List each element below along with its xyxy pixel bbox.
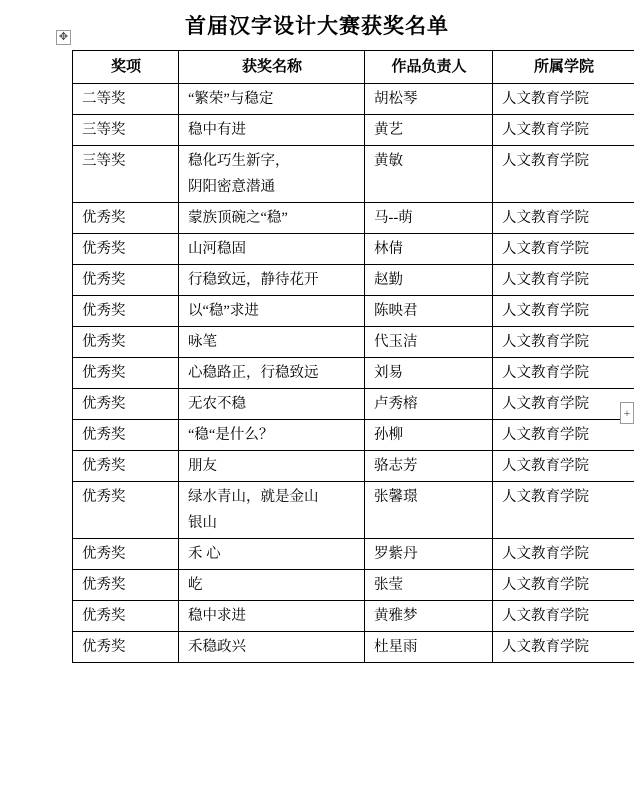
table-row: [73, 327, 634, 358]
column-header-owner: 作品负责人: [365, 51, 493, 84]
table-row: [73, 539, 634, 570]
cell-work-name-line: 禾稳政兴: [188, 639, 246, 655]
cell-work-name-line: 屹: [188, 577, 203, 593]
cell-award: 优秀奖: [73, 539, 179, 570]
cell-work-name-line: 蒙族顶碗之“稳”: [188, 210, 288, 226]
cell-award: 优秀奖: [73, 265, 179, 296]
cell-owner: 代玉洁: [365, 327, 493, 358]
cell-work-name-line: 稳中有进: [188, 122, 246, 138]
cell-work-name-line: 以“稳”求进: [188, 303, 259, 319]
table-row: [73, 358, 634, 389]
cell-owner: 张馨璟: [365, 482, 493, 539]
table-row: [73, 632, 634, 663]
cell-work-name-line: 咏笔: [188, 334, 217, 350]
table-row: [73, 265, 634, 296]
table-row: [73, 146, 634, 203]
cell-work-name: [179, 539, 365, 570]
award-table: [72, 50, 634, 663]
cell-work-name: [179, 234, 365, 265]
cell-award: 三等奖: [73, 115, 179, 146]
cell-owner: 张莹: [365, 570, 493, 601]
cell-work-name-line: 阴阳密意潜通: [188, 179, 275, 195]
award-table-container: [72, 50, 594, 663]
cell-owner: 骆志芳: [365, 451, 493, 482]
table-row: [73, 451, 634, 482]
cell-work-name-line: 无农不稳: [188, 396, 246, 412]
cell-award: 优秀奖: [73, 570, 179, 601]
cell-department: 人文教育学院: [493, 389, 634, 420]
cell-work-name-line: 稳中求进: [188, 608, 246, 624]
table-header-row: [73, 51, 634, 84]
cell-work-name: [179, 327, 365, 358]
cell-work-name: [179, 146, 365, 203]
table-body: [73, 84, 634, 663]
cell-work-name-line: 禾 心: [188, 546, 221, 562]
table-row: [73, 482, 634, 539]
table-row: [73, 601, 634, 632]
cell-work-name: [179, 358, 365, 389]
cell-department: 人文教育学院: [493, 296, 634, 327]
cell-award: 优秀奖: [73, 420, 179, 451]
cell-department: 人文教育学院: [493, 146, 634, 203]
table-row: [73, 389, 634, 420]
table-row: [73, 570, 634, 601]
cell-owner: 黄艺: [365, 115, 493, 146]
cell-owner: 黄敏: [365, 146, 493, 203]
cell-owner: 罗紫丹: [365, 539, 493, 570]
cell-owner: 马--萌: [365, 203, 493, 234]
cell-owner: 刘易: [365, 358, 493, 389]
cell-work-name-line: 朋友: [188, 458, 217, 474]
cell-department: 人文教育学院: [493, 451, 634, 482]
table-row: [73, 296, 634, 327]
table-row: [73, 84, 634, 115]
cell-award: 优秀奖: [73, 632, 179, 663]
cell-work-name: [179, 203, 365, 234]
cell-owner: 陈映君: [365, 296, 493, 327]
cell-department: 人文教育学院: [493, 115, 634, 146]
cell-department: 人文教育学院: [493, 539, 634, 570]
cell-work-name: [179, 420, 365, 451]
cell-work-name: [179, 451, 365, 482]
cell-owner: 杜星雨: [365, 632, 493, 663]
cell-award: 优秀奖: [73, 451, 179, 482]
cell-award: 优秀奖: [73, 482, 179, 539]
cell-work-name-line: “繁荣”与稳定: [188, 91, 274, 107]
cell-work-name: [179, 570, 365, 601]
cell-work-name: [179, 601, 365, 632]
cell-work-name-line: 稳化巧生新字，: [188, 153, 290, 169]
table-move-handle-icon[interactable]: ✥: [56, 30, 71, 45]
cell-award: 优秀奖: [73, 358, 179, 389]
cell-award: 优秀奖: [73, 389, 179, 420]
table-header: [73, 51, 634, 84]
column-header-department: 所属学院: [493, 51, 634, 84]
cell-award: 优秀奖: [73, 234, 179, 265]
cell-work-name: [179, 632, 365, 663]
table-row: [73, 234, 634, 265]
column-header-award: 奖项: [73, 51, 179, 84]
cell-work-name-line: 绿水青山，就是金山: [188, 489, 319, 505]
cell-work-name: [179, 84, 365, 115]
cell-award: 优秀奖: [73, 296, 179, 327]
page-title: 首届汉字设计大赛获奖名单: [185, 14, 449, 38]
cell-award: 二等奖: [73, 84, 179, 115]
cell-department: 人文教育学院: [493, 482, 634, 539]
column-header-work-name: 获奖名称: [179, 51, 365, 84]
cell-department: 人文教育学院: [493, 234, 634, 265]
cell-award: 优秀奖: [73, 327, 179, 358]
cell-owner: 黄雅梦: [365, 601, 493, 632]
cell-work-name-line: 心稳路正，行稳致远: [188, 365, 319, 381]
cell-work-name: [179, 115, 365, 146]
cell-department: 人文教育学院: [493, 203, 634, 234]
table-row: [73, 203, 634, 234]
cell-department: 人文教育学院: [493, 84, 634, 115]
cell-department: 人文教育学院: [493, 327, 634, 358]
cell-work-name: [179, 482, 365, 539]
table-row: [73, 420, 634, 451]
cell-owner: 孙柳: [365, 420, 493, 451]
cell-department: 人文教育学院: [493, 358, 634, 389]
cell-award: 三等奖: [73, 146, 179, 203]
cell-work-name: [179, 389, 365, 420]
table-row: [73, 115, 634, 146]
cell-award: 优秀奖: [73, 203, 179, 234]
cell-owner: 赵勤: [365, 265, 493, 296]
cell-owner: 胡松琴: [365, 84, 493, 115]
cell-department: 人文教育学院: [493, 601, 634, 632]
cell-owner: 卢秀榕: [365, 389, 493, 420]
cell-work-name-line: “稳“是什么？: [188, 427, 274, 443]
cell-work-name-line: 山河稳固: [188, 241, 246, 257]
cell-work-name: [179, 265, 365, 296]
cell-work-name-line: 银山: [188, 515, 217, 531]
cell-work-name-line: 行稳致远，静待花开: [188, 272, 319, 288]
cell-department: 人文教育学院: [493, 265, 634, 296]
cell-department: 人文教育学院: [493, 420, 634, 451]
cell-owner: 林倩: [365, 234, 493, 265]
cell-department: 人文教育学院: [493, 632, 634, 663]
cell-work-name: [179, 296, 365, 327]
cell-award: 优秀奖: [73, 601, 179, 632]
table-resize-handle-icon[interactable]: +: [620, 402, 634, 424]
cell-department: 人文教育学院: [493, 570, 634, 601]
